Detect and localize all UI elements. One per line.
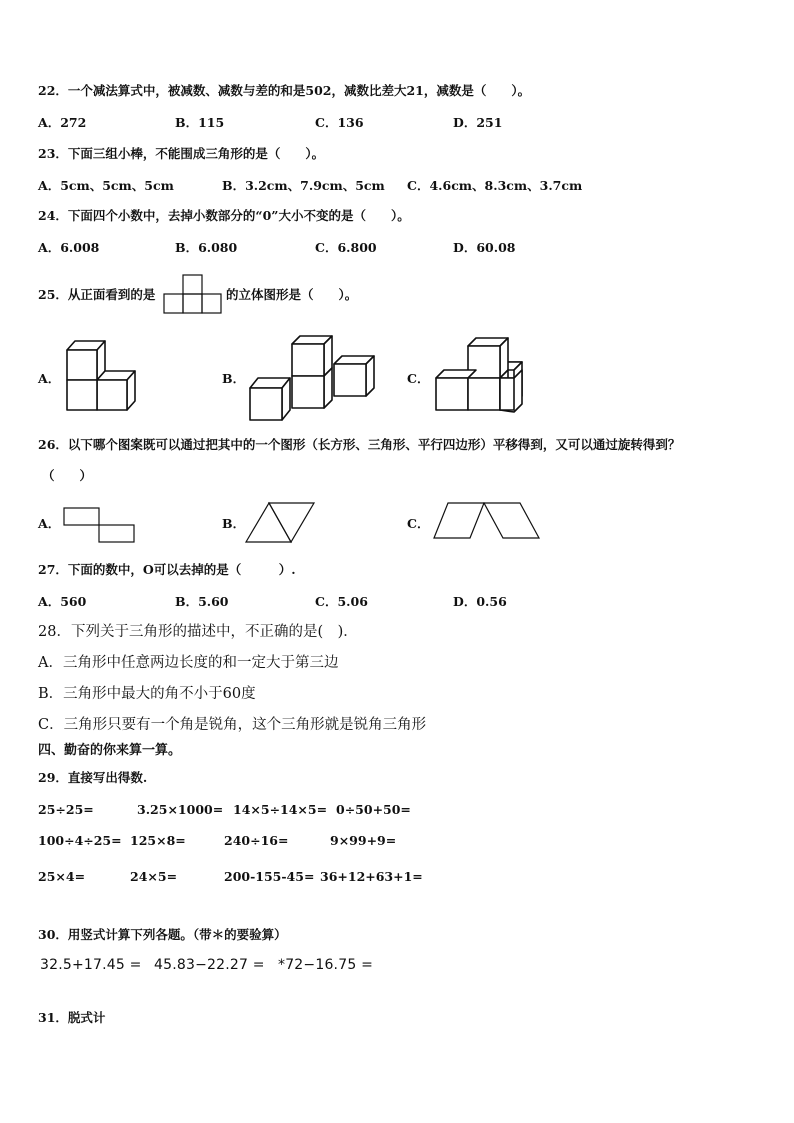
q28-option-b[interactable]: B．三角形中最大的角不小于60度 <box>38 686 256 702</box>
q26-stem: 26．以下哪个图案既可以通过把其中的一个图形（长方形、三角形、平行四边形）平移得到，又可以通过旋转得到？ <box>38 437 681 452</box>
q25-option-c[interactable]: C． <box>407 371 430 386</box>
q24-option-d[interactable]: D．60.08 <box>453 240 516 255</box>
q24-option-b[interactable]: B．6.080 <box>175 240 238 255</box>
q26-option-b-triangles-figure[interactable] <box>244 502 324 547</box>
q22-option-c[interactable]: C．136 <box>315 115 364 130</box>
q23-stem: 23．下面三组小棒，不能围成三角形的是（ ）。 <box>38 146 325 161</box>
q25-front-view-figure <box>163 274 223 314</box>
q29-expr: 240÷16= <box>224 833 289 848</box>
q28-stem: 28．下列关于三角形的描述中，不正确的是( )． <box>38 624 358 640</box>
q22-option-b[interactable]: B．115 <box>175 115 225 130</box>
q22-stem: 22．一个减法算式中，被减数、减数与差的和是502，减数比差大21，减数是（ ）。 <box>38 83 531 98</box>
q22-option-d[interactable]: D．251 <box>453 115 503 130</box>
q29-expr: 0÷50+50= <box>336 802 411 817</box>
q29-expr: 3.25×1000= <box>137 802 224 817</box>
q29-expr: 24×5= <box>130 869 178 884</box>
q25-stem-suffix: 的立体图形是（ ）。 <box>226 287 358 302</box>
q29-expr: 125×8= <box>130 833 186 848</box>
q25-option-a[interactable]: A． <box>38 371 61 386</box>
q28-option-c[interactable]: C．三角形只要有一个角是锐角，这个三角形就是锐角三角形 <box>38 717 427 733</box>
q26-option-a-rectangles-figure[interactable] <box>63 507 143 547</box>
q27-option-b[interactable]: B．5.60 <box>175 594 229 609</box>
q26-option-c-parallelograms-figure[interactable] <box>432 502 547 547</box>
q25-stem-prefix: 25．从正面看到的是 <box>38 287 156 302</box>
q22-option-a[interactable]: A．272 <box>38 115 87 130</box>
q27-stem: 27．下面的数中，O可以去掉的是（ ）. <box>38 562 296 577</box>
q29-expr: 100÷4÷25= <box>38 833 122 848</box>
q29-expr: 9×99+9= <box>330 833 397 848</box>
q29-expr: 25÷25= <box>38 802 94 817</box>
q26-option-c[interactable]: C． <box>407 516 430 531</box>
q26-option-b[interactable]: B． <box>222 516 246 531</box>
q29-expr: 25×4= <box>38 869 86 884</box>
q25-option-b-cube-figure[interactable] <box>246 334 386 424</box>
q24-option-c[interactable]: C．6.800 <box>315 240 377 255</box>
q29-expr: 200-155-45= <box>224 869 315 884</box>
q25-option-b[interactable]: B． <box>222 371 246 386</box>
q23-option-c[interactable]: C．4.6cm、8.3cm、3.7cm <box>407 178 583 193</box>
q25-option-c-cube-figure[interactable] <box>434 334 534 419</box>
q30-item: *72−16.75 = <box>278 957 374 973</box>
q26-stem-cont: （ ） <box>42 468 93 483</box>
q28-option-a[interactable]: A．三角形中任意两边长度的和一定大于第三边 <box>38 655 339 671</box>
q29-expr: 36+12+63+1= <box>320 869 423 884</box>
q29-expr: 14×5÷14×5= <box>233 802 328 817</box>
section-4-heading: 四、勤奋的你来算一算。 <box>38 743 182 758</box>
q27-option-c[interactable]: C．5.06 <box>315 594 368 609</box>
q29-stem: 29．直接写出得数. <box>38 770 148 785</box>
q24-stem: 24．下面四个小数中，去掉小数部分的“0”大小不变的是（ ）。 <box>38 208 410 223</box>
q26-option-a[interactable]: A． <box>38 516 61 531</box>
q25-option-a-cube-figure[interactable] <box>63 336 153 416</box>
q24-option-a[interactable]: A．6.008 <box>38 240 100 255</box>
q27-option-d[interactable]: D．0.56 <box>453 594 507 609</box>
q30-item: 32.5+17.45 = <box>40 957 142 973</box>
q23-option-a[interactable]: A．5cm、5cm、5cm <box>38 178 174 193</box>
q30-stem: 30．用竖式计算下列各题。（带＊的要验算） <box>38 927 287 942</box>
q23-option-b[interactable]: B．3.2cm、7.9cm、5cm <box>222 178 385 193</box>
q30-item: 45.83−22.27 = <box>154 957 265 973</box>
q31-stem: 31．脱式计 <box>38 1010 106 1025</box>
q27-option-a[interactable]: A．560 <box>38 594 87 609</box>
